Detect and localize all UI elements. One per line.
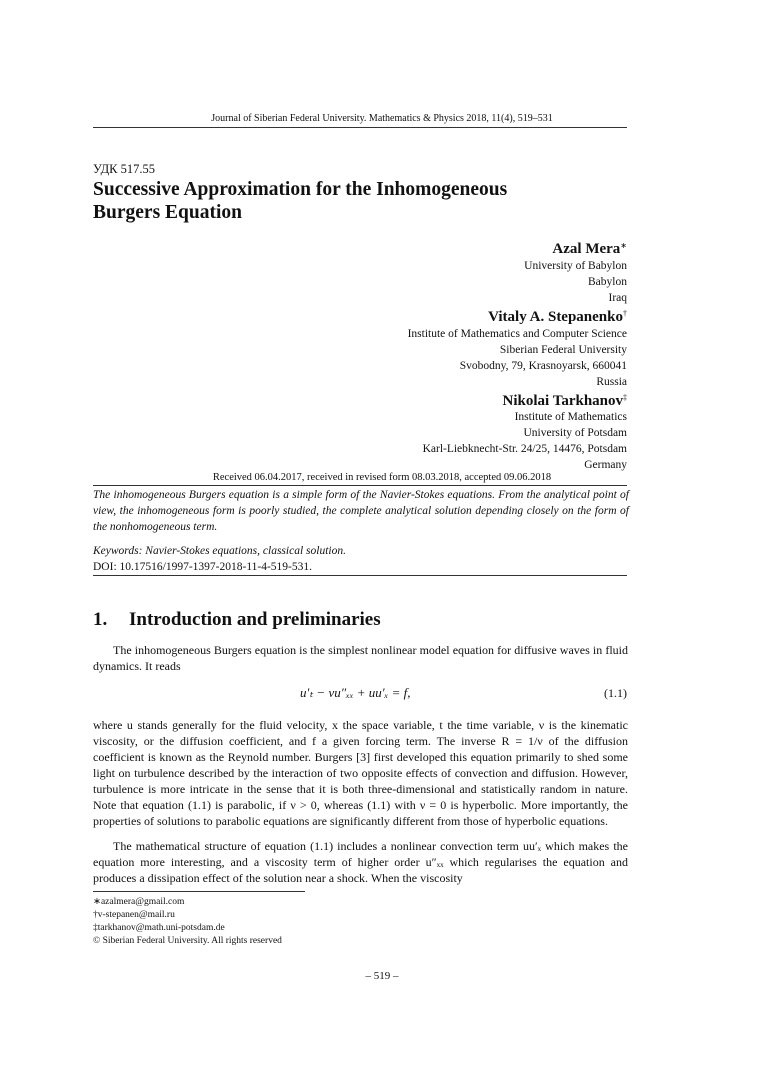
doi: DOI: 10.17516/1997-1397-2018-11-4-519-531.: [93, 561, 313, 573]
affiliation-line: Svobodny, 79, Krasnoyarsk, 660041: [459, 359, 627, 372]
footnote-email-1: ∗azalmera@gmail.com: [93, 897, 185, 907]
author-mark: ∗: [620, 241, 627, 250]
author-name: Azal Mera: [552, 240, 621, 257]
affiliation-line: Germany: [584, 459, 627, 472]
title-line-1: Successive Approximation for the Inhomogeneous: [93, 179, 508, 200]
section-heading: [93, 609, 381, 631]
received-dates: Received 06.04.2017, received in revised form 08.03.2018, accepted 09.06.2018: [212, 472, 552, 483]
author-2: [408, 306, 627, 390]
equation-number: (1.1): [604, 686, 627, 700]
affiliation-line: Karl-Liebknecht-Str. 24/25, 14476, Potsdam: [422, 443, 627, 456]
affiliation-line: Institute of Mathematics and Computer Science: [407, 327, 627, 340]
keywords-block: [93, 543, 627, 575]
title-line-2: Burgers Equation: [93, 202, 242, 223]
affiliation-line: University of Potsdam: [523, 427, 627, 440]
affiliation-line: Iraq: [608, 291, 627, 304]
section-number: 1.: [93, 609, 108, 630]
footnote-email-2: †v-stepanen@mail.ru: [93, 910, 175, 920]
affiliation-line: Russia: [596, 375, 627, 388]
footnote-email-3: ‡tarkhanov@math.uni-potsdam.de: [93, 923, 225, 933]
equation-1-1: u′ₜ − νu″ₓₓ + uu′ₓ = f,: [300, 685, 411, 700]
paragraph-1: The inhomogeneous Burgers equation is the simplest nonlinear model equation for diffusive waves in fluid dynamics. It reads: [93, 643, 628, 673]
author-name: Nikolai Tarkhanov: [502, 392, 623, 409]
page-number: – 519 –: [365, 970, 399, 982]
paragraph-3: The mathematical structure of equation (1.1) includes a nonlinear convection term uu′ₓ which makes the equation more interesting, and a viscosity term of higher order u″ₓₓ which regularises the equation and produces a dissipation effect of the solution near a shock. When the viscosity: [93, 839, 628, 885]
copyright-notice: © Siberian Federal University. All rights reserved: [93, 936, 282, 946]
paper-title: [93, 178, 507, 224]
author-mark: †: [623, 308, 627, 318]
abstract-top-rule: [93, 485, 627, 486]
keywords: Keywords: Navier-Stokes equations, classical solution.: [93, 545, 346, 557]
author-1: [408, 238, 627, 306]
affiliation-line: Siberian Federal University: [499, 343, 627, 356]
header-rule: [93, 127, 627, 128]
author-name: Vitaly A. Stepanenko: [488, 308, 623, 325]
footnotes: [93, 896, 282, 948]
affiliation-line: University of Babylon: [524, 259, 627, 272]
section-title: Introduction and preliminaries: [129, 609, 381, 630]
author-block: [408, 238, 627, 473]
paragraph-2: where u stands generally for the fluid velocity, x the space variable, t the time variable, ν is the kinematic viscosity, or the diffusion coefficient, and f a given forcing term. The inverse R = 1/ν of the diffusion coefficient is known as the Reynold number. Burgers [3] first developed this equation primarily to shed some light on turbulence described by the interaction of two opposite effects of convection and diffusion. However, turbulence is more intricate in the sense that it is both three-dimensional and statistically random in nature. Note that equation (1.1) is parabolic, if ν > 0, whereas (1.1) with ν = 0 is hyperbolic. More importantly, the properties of solutions to parabolic equations are significantly different from those of hyperbolic equations.: [93, 718, 628, 828]
footnote-rule: [93, 891, 305, 892]
abstract-bottom-rule: [93, 575, 627, 576]
udk-code: УДК 517.55: [93, 162, 155, 176]
author-mark: ‡: [623, 392, 627, 402]
affiliation-line: Babylon: [588, 275, 627, 288]
abstract: The inhomogeneous Burgers equation is a simple form of the Navier-Stokes equations. From the analytical point of view, the inhomogeneous form is poorly studied, the complete analytical solution depending closely on the form of the nonhomogeneous term.: [93, 489, 629, 533]
author-3: [408, 390, 627, 474]
affiliation-line: Institute of Mathematics: [514, 411, 627, 424]
journal-header: Journal of Siberian Federal University. Mathematics & Physics 2018, 11(4), 519–531: [211, 113, 553, 124]
